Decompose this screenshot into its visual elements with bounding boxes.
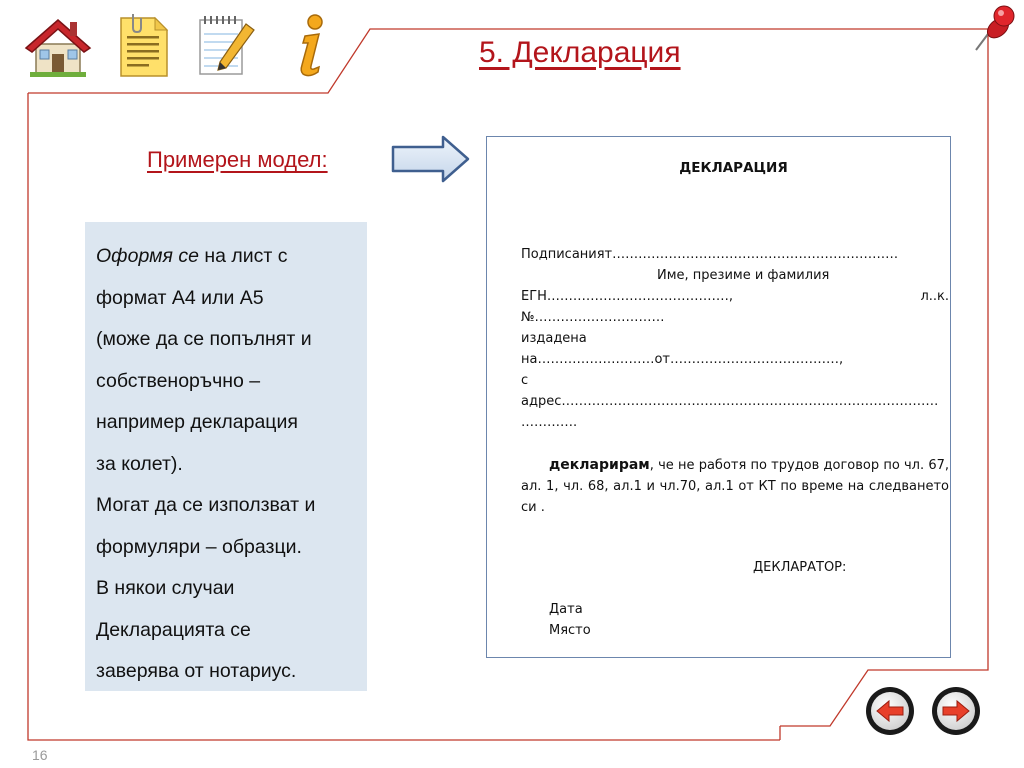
arrow-right-icon bbox=[930, 685, 982, 737]
info-line: собственоръчно – bbox=[96, 369, 261, 392]
page-number: 16 bbox=[32, 747, 48, 763]
with-line: с bbox=[521, 373, 529, 388]
info-line: заверява от нотариус. bbox=[96, 660, 297, 682]
declare-rest: , че не работя по трудов договор по чл. 67, ал. 1, чл. 68, ал.1 и чл.70, ал.1 от КТ по време на следването си . bbox=[521, 458, 949, 515]
previous-button[interactable] bbox=[864, 685, 916, 737]
info-icon[interactable] bbox=[275, 10, 347, 82]
next-button[interactable] bbox=[930, 685, 982, 737]
info-line: формат А4 или А5 bbox=[96, 286, 264, 309]
info-line: например декларация bbox=[96, 411, 298, 433]
info-line: (може да се попълнят и bbox=[96, 328, 312, 350]
declarant-label: ДЕКЛАРАТОР: bbox=[753, 560, 847, 575]
declare-bold: декларирам bbox=[549, 457, 650, 473]
declaration-paragraph bbox=[521, 455, 949, 518]
egn-row bbox=[521, 289, 949, 304]
number-line: №………………………… bbox=[521, 310, 665, 325]
date-label: Дата bbox=[549, 602, 583, 617]
address-cont-line: …………. bbox=[521, 415, 578, 430]
notepad-pencil-icon[interactable] bbox=[190, 10, 262, 82]
info-line: за колет). bbox=[96, 452, 183, 475]
info-line: формуляри – образци. bbox=[96, 535, 302, 558]
info-line: В някои случаи bbox=[96, 577, 235, 599]
address-line: адрес…………………………………………………………………………… bbox=[521, 394, 939, 409]
info-box bbox=[85, 222, 367, 691]
signatory-line: Подписаният………………………………………………………… bbox=[521, 247, 899, 262]
egn-line: ЕГН……………………………………, bbox=[521, 289, 734, 304]
document-icon[interactable] bbox=[109, 10, 181, 82]
arrow-right-icon bbox=[391, 135, 471, 183]
info-line bbox=[96, 236, 359, 278]
info-line: Декларацията се bbox=[96, 618, 251, 641]
id-card-label: л..к. bbox=[920, 289, 949, 304]
info-italic-lead: Оформя се bbox=[96, 245, 199, 267]
declaration-title: ДЕКЛАРАЦИЯ bbox=[679, 160, 788, 176]
issued-on-line: на………………………от…………………………………, bbox=[521, 352, 844, 367]
model-label: Примерен модел: bbox=[147, 147, 328, 172]
home-icon[interactable] bbox=[22, 10, 94, 82]
name-hint: Име, презиме и фамилия bbox=[657, 268, 830, 283]
arrow-left-icon bbox=[864, 685, 916, 737]
pushpin-icon bbox=[962, 4, 1018, 56]
issued-line: издадена bbox=[521, 331, 587, 346]
page-title: 5. Декларация bbox=[479, 36, 681, 69]
info-line-rest: на лист с bbox=[198, 245, 288, 267]
place-label: Място bbox=[549, 623, 591, 638]
info-line: Могат да се използват и bbox=[96, 494, 316, 516]
declaration-sample bbox=[486, 136, 951, 658]
